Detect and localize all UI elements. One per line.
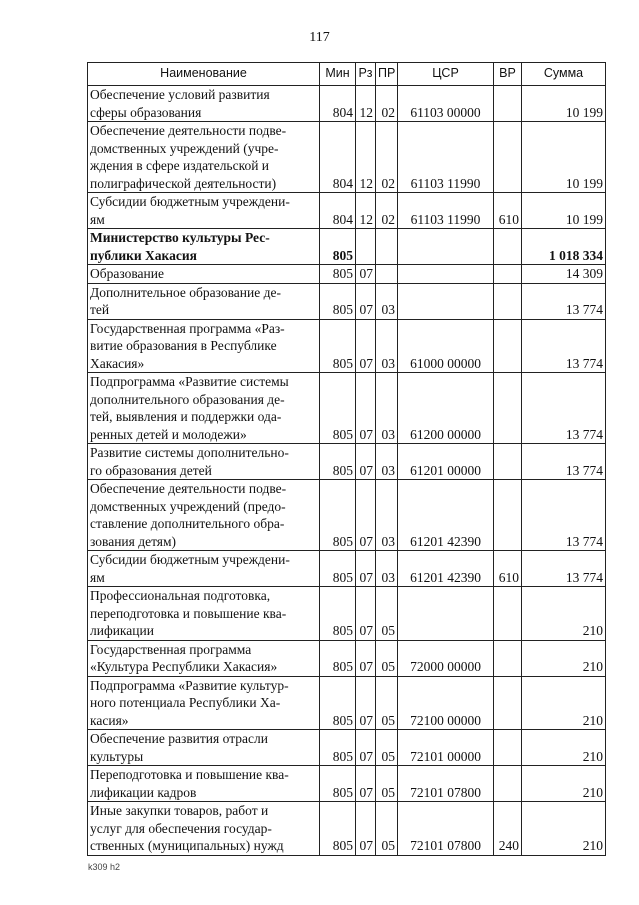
header-csr: ЦСР [398, 63, 494, 86]
cell-rz: 07 [356, 265, 376, 284]
cell-sum: 13 774 [522, 373, 606, 444]
cell-name: Подпрограмма «Развитие системы дополнительного образования де- тей, выявления и поддержки ода- ренных детей и молодежи» [88, 373, 320, 444]
cell-vr [494, 122, 522, 193]
cell-csr [398, 229, 494, 265]
cell-vr [494, 444, 522, 480]
cell-rz: 07 [356, 766, 376, 802]
cell-csr: 61103 11990 [398, 122, 494, 193]
cell-sum: 210 [522, 587, 606, 641]
cell-sum: 13 774 [522, 551, 606, 587]
cell-csr: 61000 00000 [398, 319, 494, 373]
cell-min: 805 [320, 587, 356, 641]
cell-csr: 61103 11990 [398, 193, 494, 229]
cell-pr [376, 229, 398, 265]
cell-csr: 61201 42390 [398, 551, 494, 587]
table-row [88, 640, 606, 676]
cell-csr: 72101 00000 [398, 730, 494, 766]
cell-name: Обеспечение условий развития сферы образования [88, 86, 320, 122]
cell-pr: 03 [376, 551, 398, 587]
table-row [88, 86, 606, 122]
cell-name: Обеспечение деятельности подве- домственных учреждений (предо- ставление дополнительного обра- зования детям) [88, 480, 320, 551]
cell-vr: 610 [494, 551, 522, 587]
table-row [88, 122, 606, 193]
cell-csr [398, 587, 494, 641]
cell-min: 805 [320, 283, 356, 319]
cell-name: Субсидии бюджетным учреждени- ям [88, 551, 320, 587]
cell-min: 805 [320, 265, 356, 284]
cell-name: Переподготовка и повышение ква- лификации кадров [88, 766, 320, 802]
cell-vr [494, 86, 522, 122]
table-row [88, 730, 606, 766]
cell-rz: 12 [356, 86, 376, 122]
cell-rz: 07 [356, 283, 376, 319]
cell-min: 804 [320, 86, 356, 122]
cell-rz: 07 [356, 640, 376, 676]
table-body [88, 86, 606, 856]
cell-vr [494, 319, 522, 373]
cell-rz: 07 [356, 730, 376, 766]
cell-vr [494, 373, 522, 444]
cell-sum: 10 199 [522, 193, 606, 229]
cell-csr: 61201 42390 [398, 480, 494, 551]
table-row [88, 265, 606, 284]
cell-min: 804 [320, 193, 356, 229]
cell-name: Подпрограмма «Развитие культур- ного потенциала Республики Ха- касия» [88, 676, 320, 730]
cell-vr [494, 265, 522, 284]
cell-pr: 02 [376, 193, 398, 229]
cell-pr: 03 [376, 373, 398, 444]
header-vr: ВР [494, 63, 522, 86]
cell-name: Образование [88, 265, 320, 284]
cell-name: Министерство культуры Рес- публики Хакасия [88, 229, 320, 265]
table-row [88, 587, 606, 641]
table-row [88, 551, 606, 587]
cell-sum: 13 774 [522, 319, 606, 373]
cell-rz: 07 [356, 444, 376, 480]
header-sum: Сумма [522, 63, 606, 86]
cell-name: Государственная программа «Раз- витие образования в Республике Хакасия» [88, 319, 320, 373]
cell-csr [398, 265, 494, 284]
header-min: Мин [320, 63, 356, 86]
table-row [88, 480, 606, 551]
cell-sum: 210 [522, 766, 606, 802]
cell-min: 805 [320, 766, 356, 802]
table-row [88, 319, 606, 373]
cell-name: Профессиональная подготовка, переподготовка и повышение ква- лификации [88, 587, 320, 641]
budget-table [87, 62, 606, 856]
header-pr: ПР [376, 63, 398, 86]
cell-min: 805 [320, 319, 356, 373]
cell-csr: 72000 00000 [398, 640, 494, 676]
cell-vr [494, 730, 522, 766]
cell-min: 805 [320, 640, 356, 676]
cell-rz: 12 [356, 193, 376, 229]
cell-csr: 72101 07800 [398, 802, 494, 856]
cell-sum: 14 309 [522, 265, 606, 284]
cell-pr: 03 [376, 283, 398, 319]
cell-vr [494, 587, 522, 641]
footer-code: k309 h2 [88, 862, 121, 872]
cell-pr: 02 [376, 122, 398, 193]
cell-vr [494, 676, 522, 730]
cell-pr: 03 [376, 444, 398, 480]
cell-csr: 61103 00000 [398, 86, 494, 122]
cell-rz: 07 [356, 676, 376, 730]
cell-min: 805 [320, 229, 356, 265]
cell-sum: 13 774 [522, 480, 606, 551]
cell-name: Иные закупки товаров, работ и услуг для обеспечения государ- ственных (муниципальных) нужд [88, 802, 320, 856]
cell-rz: 07 [356, 802, 376, 856]
cell-min: 805 [320, 676, 356, 730]
cell-sum: 210 [522, 730, 606, 766]
table-row [88, 766, 606, 802]
cell-min: 805 [320, 444, 356, 480]
cell-rz: 07 [356, 551, 376, 587]
cell-vr [494, 640, 522, 676]
cell-rz: 07 [356, 319, 376, 373]
cell-csr: 61200 00000 [398, 373, 494, 444]
header-rz: Рз [356, 63, 376, 86]
cell-pr: 05 [376, 766, 398, 802]
cell-sum: 210 [522, 802, 606, 856]
cell-rz: 07 [356, 480, 376, 551]
table-row [88, 802, 606, 856]
table-row [88, 373, 606, 444]
cell-pr [376, 265, 398, 284]
cell-name: Государственная программа «Культура Республики Хакасия» [88, 640, 320, 676]
cell-sum: 210 [522, 676, 606, 730]
cell-vr: 610 [494, 193, 522, 229]
table-row [88, 283, 606, 319]
cell-vr [494, 766, 522, 802]
cell-csr: 72101 07800 [398, 766, 494, 802]
cell-pr: 03 [376, 319, 398, 373]
cell-sum: 10 199 [522, 122, 606, 193]
table-header-row [88, 63, 606, 86]
cell-vr [494, 229, 522, 265]
cell-min: 805 [320, 373, 356, 444]
cell-vr [494, 283, 522, 319]
cell-pr: 05 [376, 676, 398, 730]
cell-pr: 05 [376, 802, 398, 856]
cell-sum: 10 199 [522, 86, 606, 122]
cell-pr: 05 [376, 587, 398, 641]
cell-csr: 72100 00000 [398, 676, 494, 730]
table-row [88, 444, 606, 480]
cell-rz [356, 229, 376, 265]
table-row [88, 229, 606, 265]
cell-pr: 02 [376, 86, 398, 122]
cell-csr [398, 283, 494, 319]
cell-min: 804 [320, 122, 356, 193]
cell-vr [494, 480, 522, 551]
cell-name: Обеспечение развития отрасли культуры [88, 730, 320, 766]
cell-pr: 03 [376, 480, 398, 551]
cell-min: 805 [320, 730, 356, 766]
cell-name: Дополнительное образование де- тей [88, 283, 320, 319]
table-row [88, 193, 606, 229]
page-number: 117 [309, 30, 330, 45]
cell-pr: 05 [376, 730, 398, 766]
header-name: Наименование [88, 63, 320, 86]
cell-sum: 1 018 334 [522, 229, 606, 265]
cell-vr: 240 [494, 802, 522, 856]
cell-min: 805 [320, 480, 356, 551]
cell-sum: 13 774 [522, 283, 606, 319]
cell-sum: 13 774 [522, 444, 606, 480]
table-row [88, 676, 606, 730]
cell-rz: 07 [356, 373, 376, 444]
cell-min: 805 [320, 802, 356, 856]
cell-min: 805 [320, 551, 356, 587]
cell-csr: 61201 00000 [398, 444, 494, 480]
cell-name: Развитие системы дополнительно- го образования детей [88, 444, 320, 480]
cell-pr: 05 [376, 640, 398, 676]
cell-rz: 07 [356, 587, 376, 641]
cell-name: Субсидии бюджетным учреждени- ям [88, 193, 320, 229]
cell-rz: 12 [356, 122, 376, 193]
cell-sum: 210 [522, 640, 606, 676]
cell-name: Обеспечение деятельности подве- домственных учреждений (учре- ждения в сфере издательской и полиграфической деятельности) [88, 122, 320, 193]
